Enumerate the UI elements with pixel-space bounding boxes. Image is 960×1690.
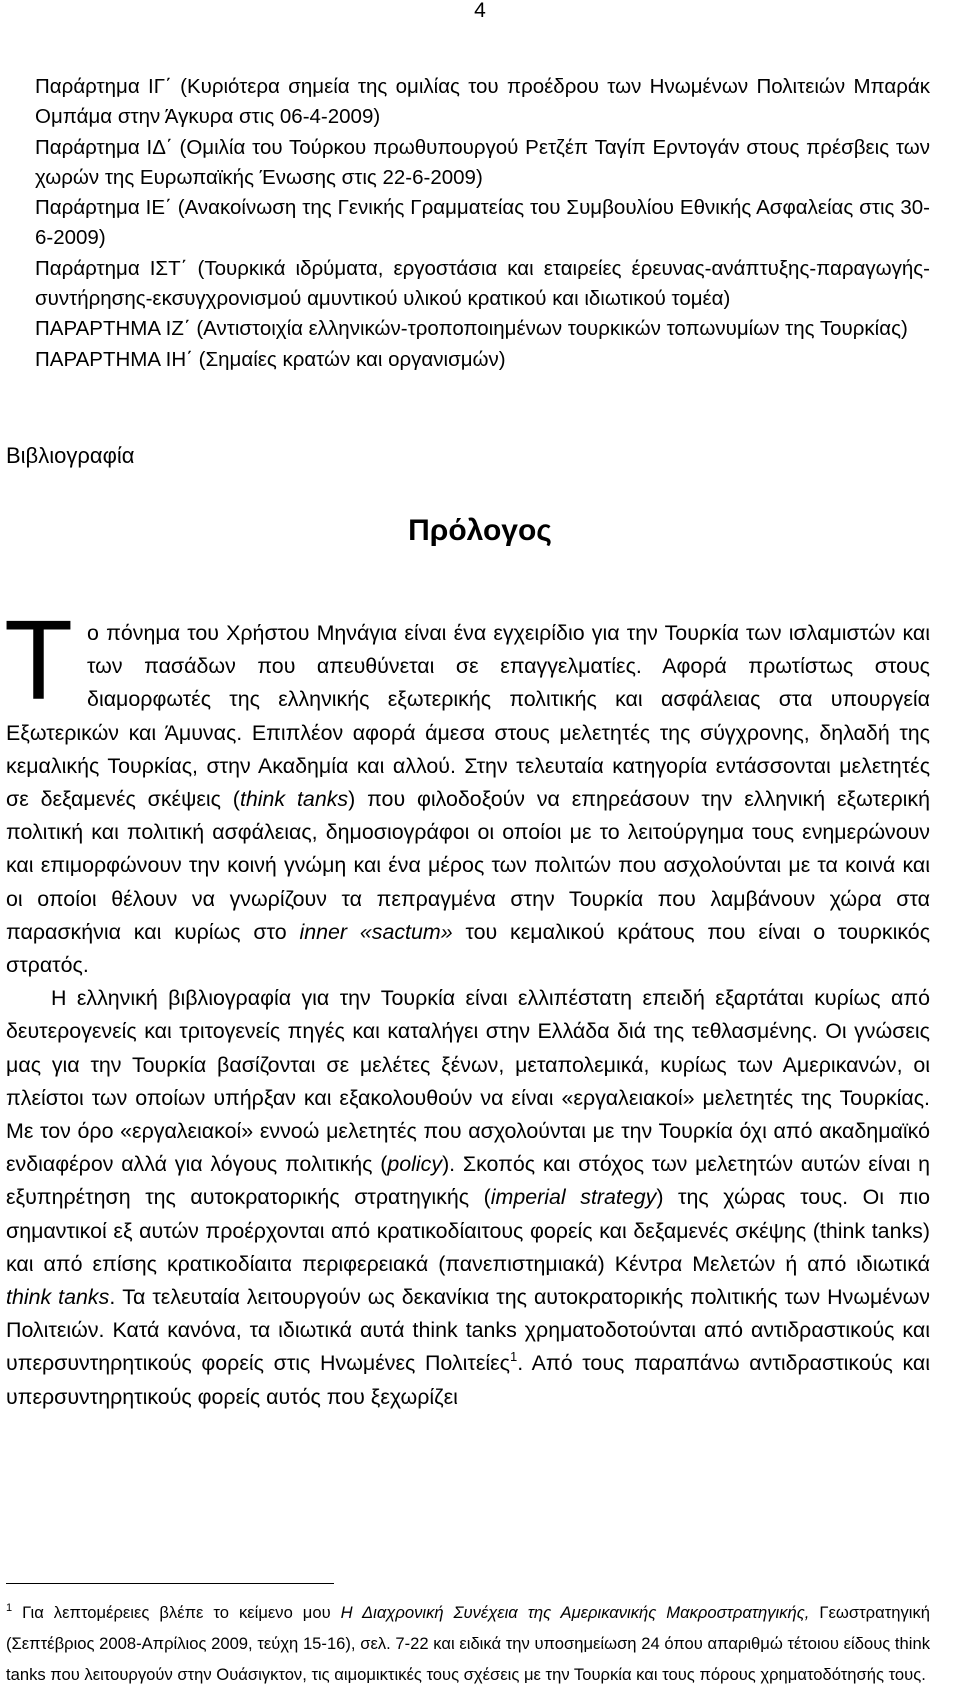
italic-term: inner «sactum» (299, 919, 453, 944)
text-run: του κεμαλικού κράτους που είναι ο τουρκικός στρατός. (6, 919, 930, 978)
prologue-body (4, 597, 931, 1414)
paragraph (4, 597, 930, 982)
italic-title: Η Διαχρονική Συνέχεια της Αμερικανικής Μακροστρατηγικής, (340, 1603, 810, 1622)
text-run: Για λεπτομέρειες βλέπε το κείμενο μου (12, 1603, 341, 1622)
footnote-mark: 1 (6, 1602, 13, 1614)
text-run: ο πόνημα του Χρήστου Μηνάγια είναι ένα εγχειρίδιο για την Τουρκία των ισλαμιστών και των πασάδων που απευθύνεται σε επαγγελματίες. Αφορά πρωτίστως στους διαμορφωτές της ελληνικής εξωτερικής πολιτικής και ασφάλειας στα υπουργεία Εξωτερικών και Άμυνας. Επιπλέον αφορά άμεσα στους μελετητές της σύγχρονης, δηλαδή της κεμαλικής Τουρκίας, στην Ακαδημία και αλλού. Στην τελευταία κατηγορία εντάσσονται μελετητές σε δεξαμενές σκέψεις ( (6, 621, 930, 812)
bibliography-heading: Βιβλιογραφία (6, 443, 135, 468)
toc-entry: Παράρτημα ΙΓ΄ (Κυριότερα σημεία της ομιλίας του προέδρου των Ηνωμένων Πολιτειών Μπαράκ Ομπάμα στην Άγκυρα στις 06-4-2009) (35, 75, 930, 129)
text-run: ). Σκοπός και στόχος των μελετητών αυτών είναι η εξυπηρέτηση της αυτοκρατορικής στρατηγικής ( (6, 1152, 930, 1210)
toc-entry: Παράρτημα ΙΔ΄ (Ομιλία του Τούρκου πρωθυπουργού Ρετζέπ Ταγίπ Ερντογάν στους πρέσβεις των χωρών της Ευρωπαϊκής Ένωσης στις 22-6-2009) (35, 135, 930, 189)
footnote (6, 1597, 930, 1690)
appendix-list (35, 72, 930, 375)
text-run: ) που φιλοδοξούν να επηρεάσουν την ελληνική εξωτερική πολιτική και πολιτική ασφάλειας, δημοσιογράφοι οι οποίοι με το λειτούργημα τους ενημερώνουν και επιμορφώνουν την κοινή γνώμη και ένα μέρος των πολιτών που ασχολούνται με τα κοινά και οι οποίοι θέλουν να γνωρίζουν τα πεπραγμένα στην Τουρκία που λαμβάνουν χώρα στα παρασκήνια και κυρίως στο (6, 787, 930, 944)
toc-entry: ΠΑΡΑΡΤΗΜΑ ΙΗ΄ (Σημαίες κρατών και οργανισμών) (35, 347, 506, 371)
text-run: ) της χώρας τους. Οι πιο σημαντικοί εξ αυτών προέρχονται από κρατικοδίαιτους φορείς και δεξαμενές σκέψης (think tanks) και από επίσης κρατικοδίαιτα περιφερειακά (πανεπιστημιακά) Κέντρα Μελετών ή από ιδιωτικά (6, 1185, 931, 1276)
text-run: . Από τους παραπάνω αντιδραστικούς και υπερσυντηρητικούς φορείς αυτός που ξεχωρίζει (6, 1351, 931, 1409)
italic-term: policy (387, 1152, 443, 1177)
italic-term: imperial strategy (490, 1185, 657, 1210)
prologue-title: Πρόλογος (408, 514, 552, 547)
text-run: . Τα τελευταία λειτουργούν ως δεκανίκια της αυτοκρατορικής πολιτικής των Ηνωμένων Πολιτειών. Κατά κανόνα, τα ιδιωτικά αυτά think tanks χρηματοδοτούνται από αντιδραστικούς και υπερσυντηρητικούς φορείς στις Ηνωμένες Πολιτείες (6, 1285, 930, 1376)
toc-entry: Παράρτημα ΙΕ΄ (Ανακοίνωση της Γενικής Γραμματείας του Συμβουλίου Εθνικής Ασφαλείας στις 30-6-2009) (35, 196, 930, 250)
toc-entry: ΠΑΡΑΡΤΗΜΑ ΙΖ΄ (Αντιστοιχία ελληνικών-τροποποιημένων τουρκικών τοπωνυμίων της Τουρκίας) (35, 317, 908, 341)
text-run: Γεωστρατηγική (Σεπτέβριος 2008-Απρίλιος 2009, τεύχη 15-16), σελ. 7-22 και ειδικά την υποσημείωση 24 όπου απαριθμώ τέτοιου είδους think tanks που λειτουργούν στην Ουάσιγκτον, τις αιμομικτικές τους σχέσεις με την Τουρκία και τους πόρους χρηματοδότησής τους. (6, 1603, 931, 1684)
page-number: 4 (474, 0, 486, 22)
italic-term: think tanks (239, 787, 349, 812)
drop-cap: Τ (4, 597, 74, 723)
paragraph (6, 982, 930, 1414)
text-run: Η ελληνική βιβλιογραφία για την Τουρκία είναι ελλιπέστατη επειδή εξαρτάται κυρίως από δευτερογενείς και τριτογενείς πηγές και καταλήγει στην Ελλάδα διά της τεθλασμένης. Οι γνώσεις μας για την Τουρκία βασίζονται σε μελέτες ξένων, μεταπολεμικά, κυρίως των Αμερικανών, οι πλείστοι των οποίων υπήρξαν και εξακολουθούν να είναι «εργαλειακοί» μελετητές της Τουρκίας. Με τον όρο «εργαλειακοί» εννοώ μελετητές που ασχολούνται με την Τουρκία όχι από ακαδημαϊκό ενδιαφέρον αλλά για λόγους πολιτικής ( (6, 986, 930, 1177)
toc-entry: Παράρτημα ΙΣΤ΄ (Τουρκικά ιδρύματα, εργοστάσια και εταιρείες έρευνας-ανάπτυξης-παραγωγής-συντήρησης-εκσυγχρονισμού αμυντικού υλικού κρατικού και ιδιωτικού τομέα) (35, 256, 930, 311)
footnote-separator (6, 1583, 334, 1584)
italic-term: think tanks (6, 1285, 110, 1310)
footnote-reference: 1 (509, 1349, 518, 1365)
